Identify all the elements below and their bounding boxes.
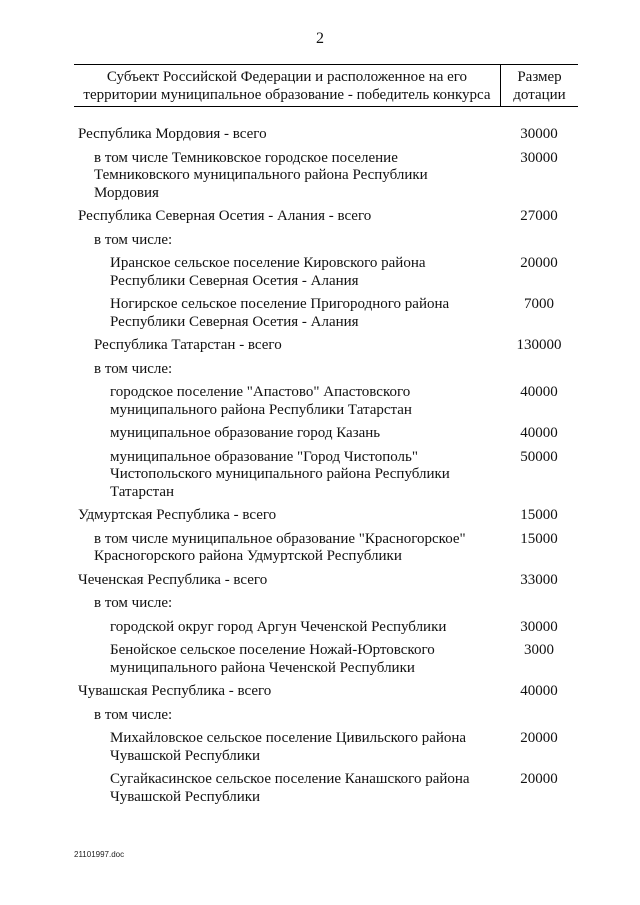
row-amount: 20000 <box>520 730 558 746</box>
row-amount: 20000 <box>520 255 558 271</box>
header-amount: Размер дотации <box>513 69 566 103</box>
row-subject: в том числе: <box>94 595 173 611</box>
row-subject: Республика Татарстан - всего <box>94 337 282 353</box>
table-row <box>74 449 578 502</box>
table-row <box>74 572 578 590</box>
table-row <box>74 150 578 203</box>
row-subject: в том числе: <box>94 706 173 723</box>
row-amount: 40000 <box>520 425 558 441</box>
row-subject: Михайловское сельское поселение Цивильского района Чувашской Республики <box>110 730 467 764</box>
row-subject: городское поселение "Апастово" Апастовского муниципального района Республики Татарстан <box>110 384 412 418</box>
table-row <box>74 507 578 525</box>
table-row <box>74 255 578 290</box>
row-amount: 15000 <box>520 530 558 547</box>
row-subject: в том числе Темниковское городское поселение Темниковского муниципального района Республики Мордовия <box>94 149 428 201</box>
table-row <box>74 683 578 701</box>
row-subject: Удмуртская Республика - всего <box>78 507 277 523</box>
row-subject: Республика Мордовия - всего <box>78 126 267 142</box>
row-amount: 30000 <box>520 618 558 635</box>
row-subject: Чеченская Республика - всего <box>78 571 268 588</box>
row-subject: в том числе муниципальное образование "Красногорское" Красногорского района Удмуртской Республики <box>94 530 466 564</box>
page-number: 2 <box>316 30 324 47</box>
table-row <box>74 361 578 379</box>
table-row <box>74 126 578 144</box>
row-subject: Республика Северная Осетия - Алания - всего <box>78 208 372 224</box>
table-body <box>74 126 578 806</box>
subsidy-table <box>74 64 578 806</box>
table-row <box>74 232 578 250</box>
row-amount: 40000 <box>520 384 558 400</box>
row-subject: городской округ город Аргун Чеченской Республики <box>110 618 447 635</box>
table-row <box>74 707 578 725</box>
table-row <box>74 384 578 419</box>
document-filename: 21101997.doc <box>74 850 125 859</box>
row-subject: муниципальное образование город Казань <box>110 425 381 441</box>
row-subject: в том числе: <box>94 360 173 377</box>
row-subject: муниципальное образование "Город Чистополь" Чистопольского муниципального района Республики Татарстан <box>110 448 450 500</box>
row-amount: 20000 <box>520 771 558 787</box>
row-subject: в том числе: <box>94 231 173 248</box>
row-subject: Чувашская Республика - всего <box>78 683 272 699</box>
table-row <box>74 531 578 566</box>
row-amount: 27000 <box>520 208 558 224</box>
row-amount: 3000 <box>524 642 554 658</box>
row-amount: 30000 <box>520 149 558 166</box>
table-row <box>74 337 578 355</box>
row-amount: 33000 <box>520 571 558 588</box>
table-row <box>74 595 578 613</box>
row-subject: Иранское сельское поселение Кировского района Республики Северная Осетия - Алания <box>110 255 426 289</box>
row-amount: 130000 <box>516 337 562 353</box>
table-row <box>74 730 578 765</box>
row-subject: Сугайкасинское сельское поселение Канашского района Чувашской Республики <box>110 771 470 805</box>
row-amount: 40000 <box>520 683 558 699</box>
table-header <box>74 64 578 107</box>
row-subject: Бенойское сельское поселение Ножай-Юртовского муниципального района Чеченской Республики <box>110 642 435 676</box>
row-subject: Ногирское сельское поселение Пригородного района Республики Северная Осетия - Алания <box>110 296 450 330</box>
table-row <box>74 208 578 226</box>
header-subject: Субъект Российской Федерации и расположенное на его территории муниципальное образование - победитель конкурса <box>74 65 501 106</box>
table-row <box>74 296 578 331</box>
row-amount: 7000 <box>524 296 554 312</box>
row-amount: 15000 <box>520 507 558 523</box>
row-amount: 30000 <box>520 126 558 142</box>
table-row <box>74 771 578 806</box>
table-row <box>74 425 578 443</box>
table-row <box>74 642 578 677</box>
row-amount: 50000 <box>520 448 558 465</box>
table-row <box>74 619 578 637</box>
